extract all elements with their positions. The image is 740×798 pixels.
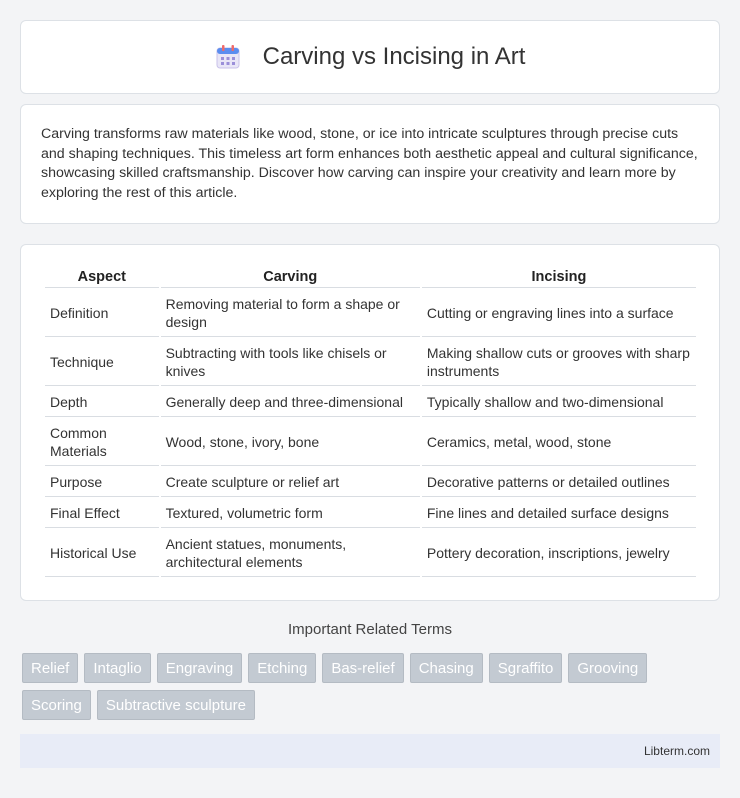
incising-cell: Cutting or engraving lines into a surface: [422, 290, 696, 337]
related-term-tag[interactable]: Intaglio: [84, 653, 150, 683]
carving-cell: Removing material to form a shape or design: [161, 290, 420, 337]
related-term-tag[interactable]: Grooving: [568, 653, 647, 683]
aspect-cell: Final Effect: [45, 499, 159, 528]
carving-cell: Create sculpture or relief art: [161, 468, 420, 497]
aspect-cell: Technique: [45, 339, 159, 386]
comparison-table: [43, 263, 698, 579]
column-header-carving: Carving: [161, 265, 420, 288]
comparison-card: [20, 244, 720, 601]
aspect-cell: Definition: [45, 290, 159, 337]
calendar-icon: [215, 44, 241, 70]
aspect-cell: Depth: [45, 388, 159, 417]
related-term-tag[interactable]: Engraving: [157, 653, 243, 683]
table-row: [45, 388, 696, 417]
table-row: [45, 419, 696, 466]
related-term-tag[interactable]: Scoring: [22, 690, 91, 720]
incising-cell: Typically shallow and two-dimensional: [422, 388, 696, 417]
incising-cell: Pottery decoration, inscriptions, jewelry: [422, 530, 696, 577]
related-term-tag[interactable]: Etching: [248, 653, 316, 683]
column-header-incising: Incising: [422, 265, 696, 288]
footer: [20, 734, 720, 768]
table-row: [45, 290, 696, 337]
related-term-tag[interactable]: Chasing: [410, 653, 483, 683]
table-row: [45, 339, 696, 386]
intro-card: [20, 104, 720, 224]
incising-cell: Fine lines and detailed surface designs: [422, 499, 696, 528]
aspect-cell: Purpose: [45, 468, 159, 497]
incising-cell: Decorative patterns or detailed outlines: [422, 468, 696, 497]
incising-cell: Ceramics, metal, wood, stone: [422, 419, 696, 466]
title-card: [20, 20, 720, 94]
column-header-aspect: Aspect: [45, 265, 159, 288]
related-terms-heading: Important Related Terms: [288, 621, 452, 638]
page-title: Carving vs Incising in Art: [262, 43, 526, 70]
related-term-tag[interactable]: Bas-relief: [322, 653, 403, 683]
related-term-tag[interactable]: Sgraffito: [489, 653, 563, 683]
related-terms-list: [22, 653, 722, 720]
intro-text: Carving transforms raw materials like wood, stone, or ice into intricate sculptures through precise cuts and shaping techniques. This timeless art form enhances both aesthetic appeal and cultural significance, showcasing skilled craftsmanship. Discover how carving can inspire your creativity and learn more by exploring the rest of this article.: [41, 126, 698, 201]
carving-cell: Ancient statues, monuments, architectural elements: [161, 530, 420, 577]
aspect-cell: Common Materials: [45, 419, 159, 466]
incising-cell: Making shallow cuts or grooves with sharp instruments: [422, 339, 696, 386]
carving-cell: Subtracting with tools like chisels or knives: [161, 339, 420, 386]
carving-cell: Textured, volumetric form: [161, 499, 420, 528]
carving-cell: Wood, stone, ivory, bone: [161, 419, 420, 466]
aspect-cell: Historical Use: [45, 530, 159, 577]
table-row: [45, 530, 696, 577]
footer-brand-link[interactable]: Libterm.com: [643, 744, 710, 758]
table-row: [45, 468, 696, 497]
carving-cell: Generally deep and three-dimensional: [161, 388, 420, 417]
table-row: [45, 499, 696, 528]
related-term-tag[interactable]: Subtractive sculpture: [97, 690, 255, 720]
related-term-tag[interactable]: Relief: [22, 653, 78, 683]
